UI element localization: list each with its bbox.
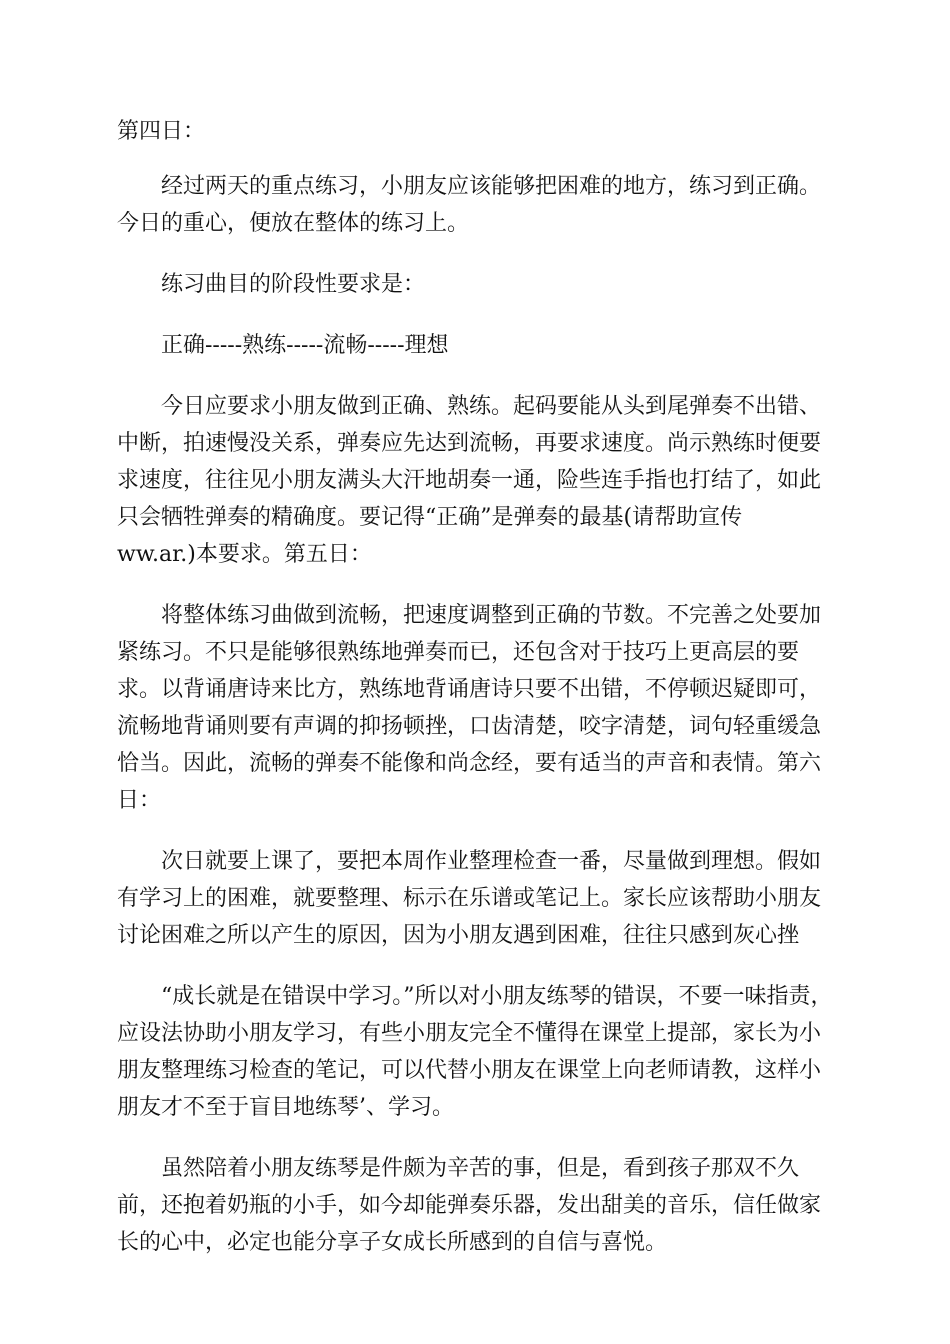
paragraph-focus-overall: 经过两天的重点练习，小朋友应该能够把困难的地方，练习到正确。今日的重心，便放在整体的练习上。 [117, 174, 822, 236]
paragraph-conclusion: 虽然陪着小朋友练琴是件颇为辛苦的事，但是，看到孩子那双不久前，还抱着奶瓶的小手，如今却能弹奏乐器，发出甜美的音乐，信任做家长的心中，必定也能分享子女成长所感到的自信与喜悦。 [117, 1156, 822, 1255]
paragraph-stage-requirements: 练习曲目的阶段性要求是： [161, 272, 426, 297]
document-body [117, 113, 837, 1261]
paragraph-review-before-class: 次日就要上课了，要把本周作业整理检查一番，尽量做到理想。假如有学习上的困难，就要整理、标示在乐谱或笔记上。家长应该帮助小朋友讨论困难之所以产生的原因，因为小朋友遇到困难，往往只感到灰心挫 [117, 849, 822, 948]
paragraph-learning-from-mistakes: “成长就是在错误中学习。”所以对小朋友练琴的错误，不要一味指责，应设法协助小朋友学习，有些小朋友完全不懂得在课堂上提部，家长为小朋友整理练习检查的笔记，可以代替小朋友在课堂上向老师请教，这样小朋友才不至于盲目地练琴’、学习。 [117, 984, 833, 1120]
paragraph-fluency: 将整体练习曲做到流畅，把速度调整到正确的节数。不完善之处要加紧练习。不只是能够很熟练地弹奏而已，还包含对于技巧上更高层的要求。以背诵唐诗来比方，熟练地背诵唐诗只要不出错，不停顿迟疑即可，流畅地背诵则要有声调的抑扬顿挫，口齿清楚，咬字清楚，词句轻重缓急恰当。因此，流畅的弹奏不能像和尚念经，要有适当的声音和表情。第六日： [117, 603, 822, 813]
paragraph-stages-sequence: 正确-----熟练-----流畅-----理想 [161, 333, 449, 358]
heading-day-four: 第四日： [117, 119, 206, 144]
paragraph-correct-proficient: 今日应要求小朋友做到正确、熟练。起码要能从头到尾弹奏不出错、中断，拍速慢没关系，弹奏应先达到流畅，再要求速度。尚示熟练时便要求速度，往往见小朋友满头大汗地胡奏一通，险些连手指也打结了，如此只会牺牲弹奏的精确度。要记得“正确”是弹奏的最基(请帮助宣传 ww.ar.)本要求。第五日： [117, 394, 822, 567]
